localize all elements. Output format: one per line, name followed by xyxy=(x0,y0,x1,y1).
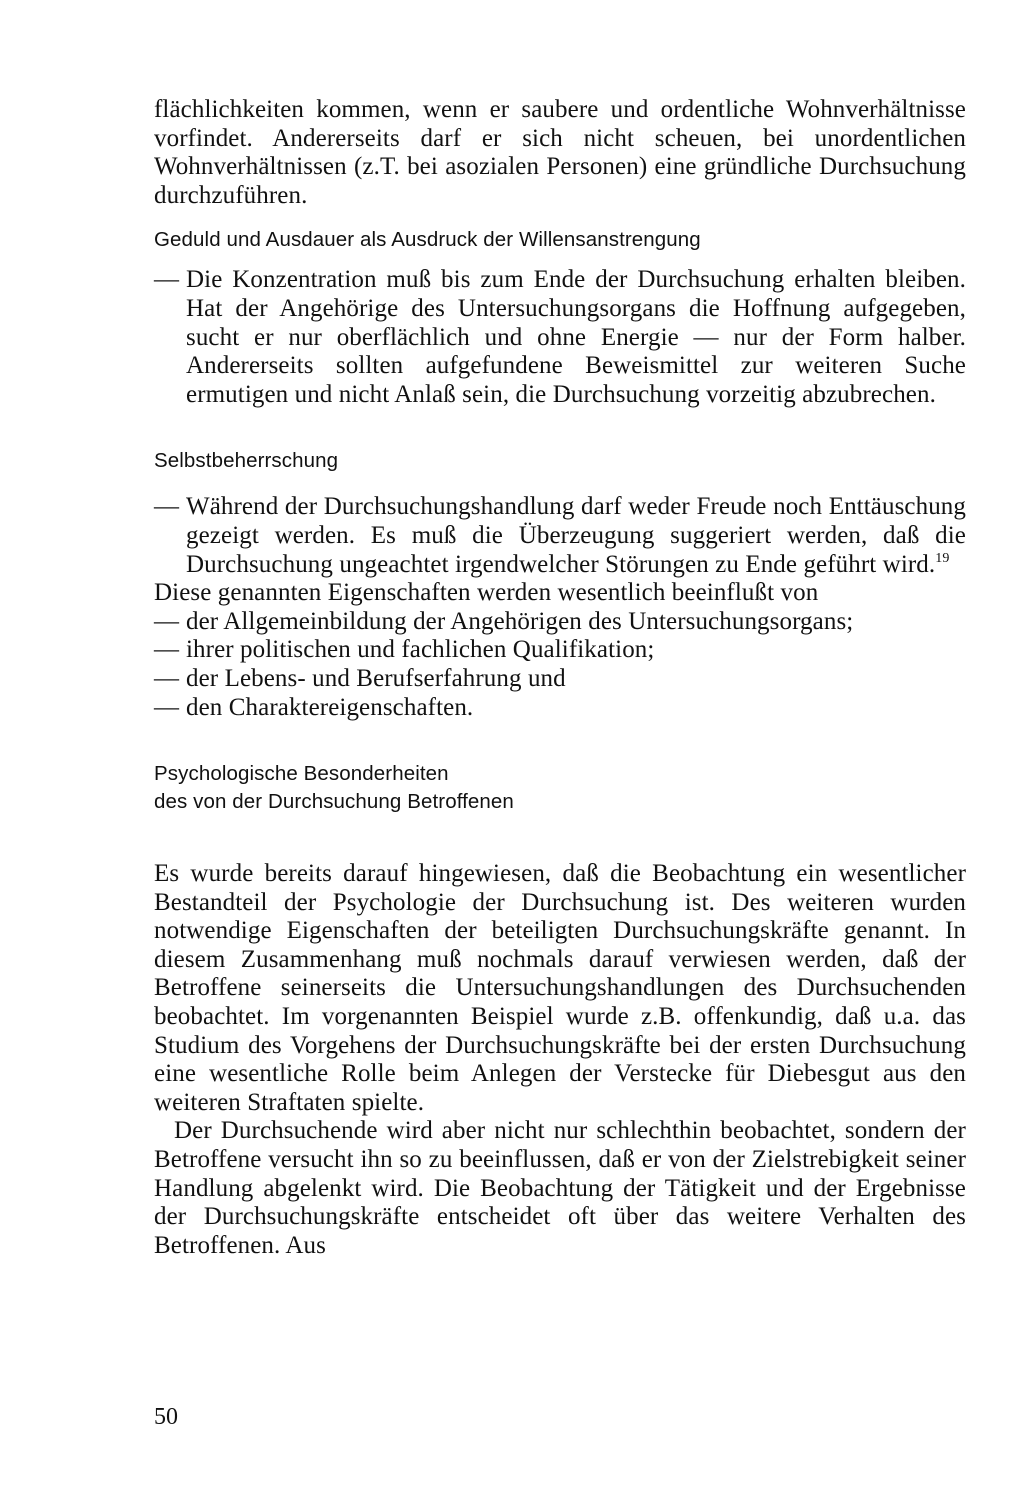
list-item xyxy=(154,694,966,723)
list-item xyxy=(154,665,966,694)
dash-marker: — xyxy=(154,493,180,521)
properties-intro: Diese genannten Eigenschaften werden wesentlich beeinflußt von xyxy=(154,579,819,607)
properties-list xyxy=(154,608,966,722)
page-body xyxy=(154,96,966,1260)
page-number: 50 xyxy=(154,1404,178,1430)
psychology-heading-line2: des von der Durchsuchung Betroffenen xyxy=(154,790,514,814)
list-item-text: ihrer politischen und fachlichen Qualifikation; xyxy=(186,636,655,664)
selfcontrol-text-wrapper xyxy=(186,493,966,579)
list-item xyxy=(154,636,966,665)
section-heading-psychology xyxy=(154,760,966,816)
section-heading-patience: Geduld und Ausdauer als Ausdruck der Willensanstrengung xyxy=(154,228,701,252)
section-heading-selfcontrol: Selbstbeherrschung xyxy=(154,449,339,473)
patience-dash-item xyxy=(154,266,966,409)
patience-text: Die Konzentration muß bis zum Ende der Durchsuchung erhalten bleiben. Hat der Angehörige des Untersuchungsorgans die Hoffnung aufgegeben, sucht er nur oberflächlich und ohne Energie — nur der Form halber. Andererseits sollten aufgefundene Beweismittel zur weiteren Suche ermutigen und nicht Anlaß sein, die Durchsuchung vorzeitig abzubrechen. xyxy=(186,266,966,408)
selfcontrol-text: Während der Durchsuchungshandlung darf weder Freude noch Enttäuschung gezeigt werden. Es muß die Überzeugung suggeriert werden, daß die Durchsuchung ungeachtet irgendwelcher Störungen zu Ende geführt wird. xyxy=(186,493,966,578)
dash-marker: — xyxy=(154,607,180,635)
selfcontrol-dash-item xyxy=(154,493,966,579)
dash-marker: — xyxy=(154,636,180,664)
dash-marker: — xyxy=(154,693,180,721)
list-item-text: den Charaktereigenschaften. xyxy=(186,693,474,721)
dash-marker: — xyxy=(154,664,180,692)
list-item-text: der Allgemeinbildung der Angehörigen des Untersuchungsorgans; xyxy=(186,607,854,635)
psychology-paragraph-2: Der Durchsuchende wird aber nicht nur schlechthin beobachtet, sondern der Betroffene versucht ihn so zu beeinflussen, daß er von der Zielstrebigkeit seiner Handlung abgelenkt wird. Die Beobachtung der Tätigkeit und der Ergebnisse der Durchsuchungskräfte entscheidet oft über das weitere Verhalten des Betroffenen. Aus xyxy=(154,1117,966,1259)
footnote-ref: 19 xyxy=(935,550,950,566)
dash-marker: — xyxy=(154,266,180,294)
intro-paragraph: flächlichkeiten kommen, wenn er saubere und ordentliche Wohnverhältnisse vorfindet. Andererseits darf er sich nicht scheuen, bei unordentlichen Wohnverhältnissen (z.T. bei asozialen Personen) eine gründliche Durchsuchung durchzuführen. xyxy=(154,96,966,209)
list-item-text: der Lebens- und Berufserfahrung und xyxy=(186,664,566,692)
list-item xyxy=(154,608,966,637)
psychology-heading-line1: Psychologische Besonderheiten xyxy=(154,762,449,786)
psychology-paragraph-1: Es wurde bereits darauf hingewiesen, daß die Beobachtung ein wesentlicher Bestandteil der Psychologie der Durchsuchung ist. Des weiteren wurden notwendige Eigenschaften der beteiligten Durchsuchungskräfte genannt. In diesem Zusammenhang muß nochmals darauf verwiesen werden, daß der Betroffene seinerseits die Untersuchungshandlungen des Durchsuchenden beobachtet. Im vorgenannten Beispiel wurde z.B. offenkundig, daß u.a. das Studium des Vorgehens der Durchsuchungskräfte bei der ersten Durchsuchung eine wesentliche Rolle beim Anlegen der Verstecke für Diebesgut aus den weiteren Straftaten spielte. xyxy=(154,860,966,1116)
